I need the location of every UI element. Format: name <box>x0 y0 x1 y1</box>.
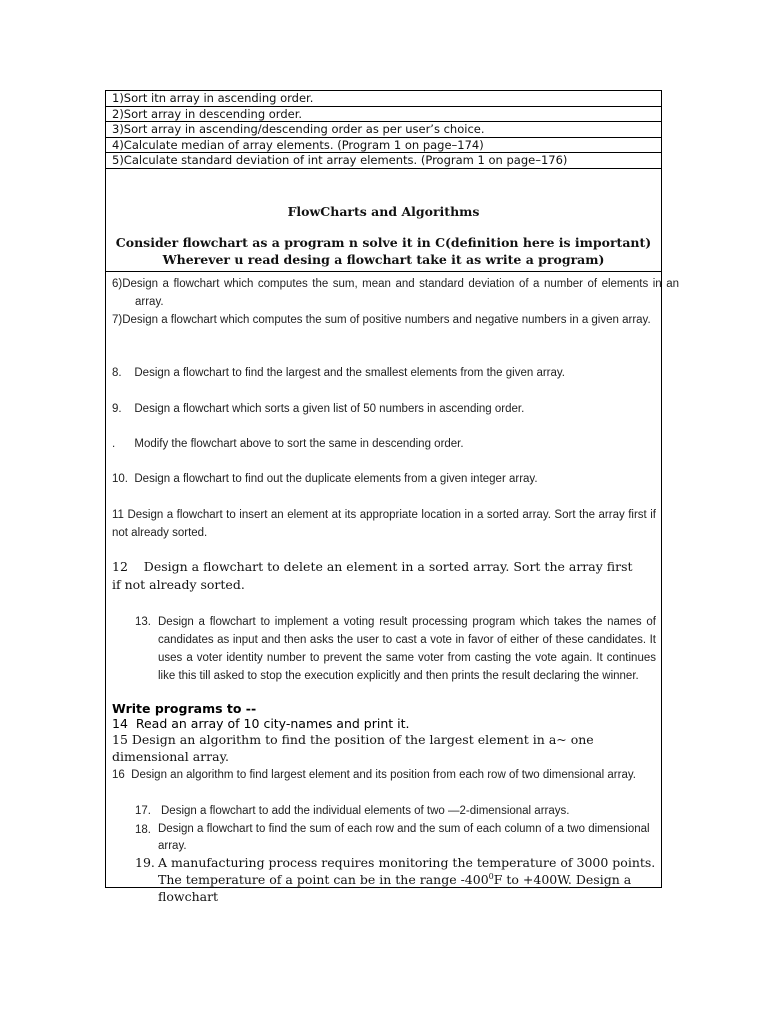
question-6: 6)Design a flowchart which computes the sum, mean and standard deviation of a number of elements in an array. <box>112 277 679 308</box>
question-18-number: 18. <box>135 823 151 836</box>
question-14: 14 Read an array of 10 city-names and print it. <box>112 715 410 731</box>
questions-cell <box>105 271 679 904</box>
section-title: FlowCharts and Algorithms <box>287 203 480 219</box>
question-19 <box>158 854 656 905</box>
question-11: 11 Design a flowchart to insert an element at its appropriate location in a sorted array. Sort the array first if not already sorted. <box>112 508 656 539</box>
document-page <box>105 90 679 904</box>
question-18: Design a flowchart to find the sum of each row and the sum of each column of a two dimensional array. <box>158 822 650 852</box>
question-15: 15 Design an algorithm to find the position of the largest element in a~ one dimensional array. <box>112 731 594 764</box>
question-12: 12 Design a flowchart to delete an element in a sorted array. Sort the array first if not already sorted. <box>112 558 637 592</box>
question-row-4: 4)Calculate median of array elements. (Program 1 on page–174) <box>105 137 662 153</box>
section-note-2: Wherever u read desing a flowchart take it as write a program) <box>162 251 605 267</box>
question-19-text-a: A manufacturing process requires monitoring the temperature of 3000 points. The temperature of a point can be in the range -400 <box>158 854 656 887</box>
question-13-number: 13. <box>135 615 151 628</box>
question-19-number: 19. <box>135 854 155 870</box>
write-programs-heading: Write programs to -- <box>112 700 257 716</box>
question-row-5: 5)Calculate standard deviation of int array elements. (Program 1 on page–176) <box>105 152 662 168</box>
section-header <box>105 168 662 271</box>
question-17: Design a flowchart to add the individual elements of two —2-dimensional arrays. <box>161 804 570 817</box>
question-19-text-b: F to +400W. Design a flowchart <box>158 871 632 904</box>
question-17-number: 17. <box>135 804 151 817</box>
question-modify: . Modify the flowchart above to sort the same in descending order. <box>112 437 464 450</box>
question-row-2: 2)Sort array in descending order. <box>105 106 662 122</box>
degree-superscript: 0 <box>488 871 494 881</box>
section-note-1: Consider flowchart as a program n solve it in C(definition here is important) <box>115 234 652 250</box>
question-7: 7)Design a flowchart which computes the sum of positive numbers and negative numbers in a given array. <box>112 313 651 326</box>
question-8: 8. Design a flowchart to find the largest and the smallest elements from the given array. <box>112 366 565 379</box>
question-10: 10. Design a flowchart to find out the duplicate elements from a given integer array. <box>112 472 538 485</box>
question-row-3: 3)Sort array in ascending/descending order as per user’s choice. <box>105 121 662 137</box>
question-9: 9. Design a flowchart which sorts a given list of 50 numbers in ascending order. <box>112 402 525 415</box>
question-row-1: 1)Sort itn array in ascending order. <box>105 90 662 106</box>
question-16: 16 Design an algorithm to find largest element and its position from each row of two dimensional array. <box>112 768 636 781</box>
question-13: Design a flowchart to implement a voting result processing program which takes the names of candidates as input and then asks the user to cast a vote in favor of either of these candidates. It uses a voter identity number to prevent the same voter from casting the vote again. It continues like this till asked to stop the execution explicitly and then prints the result declaring the winner. <box>158 615 656 682</box>
